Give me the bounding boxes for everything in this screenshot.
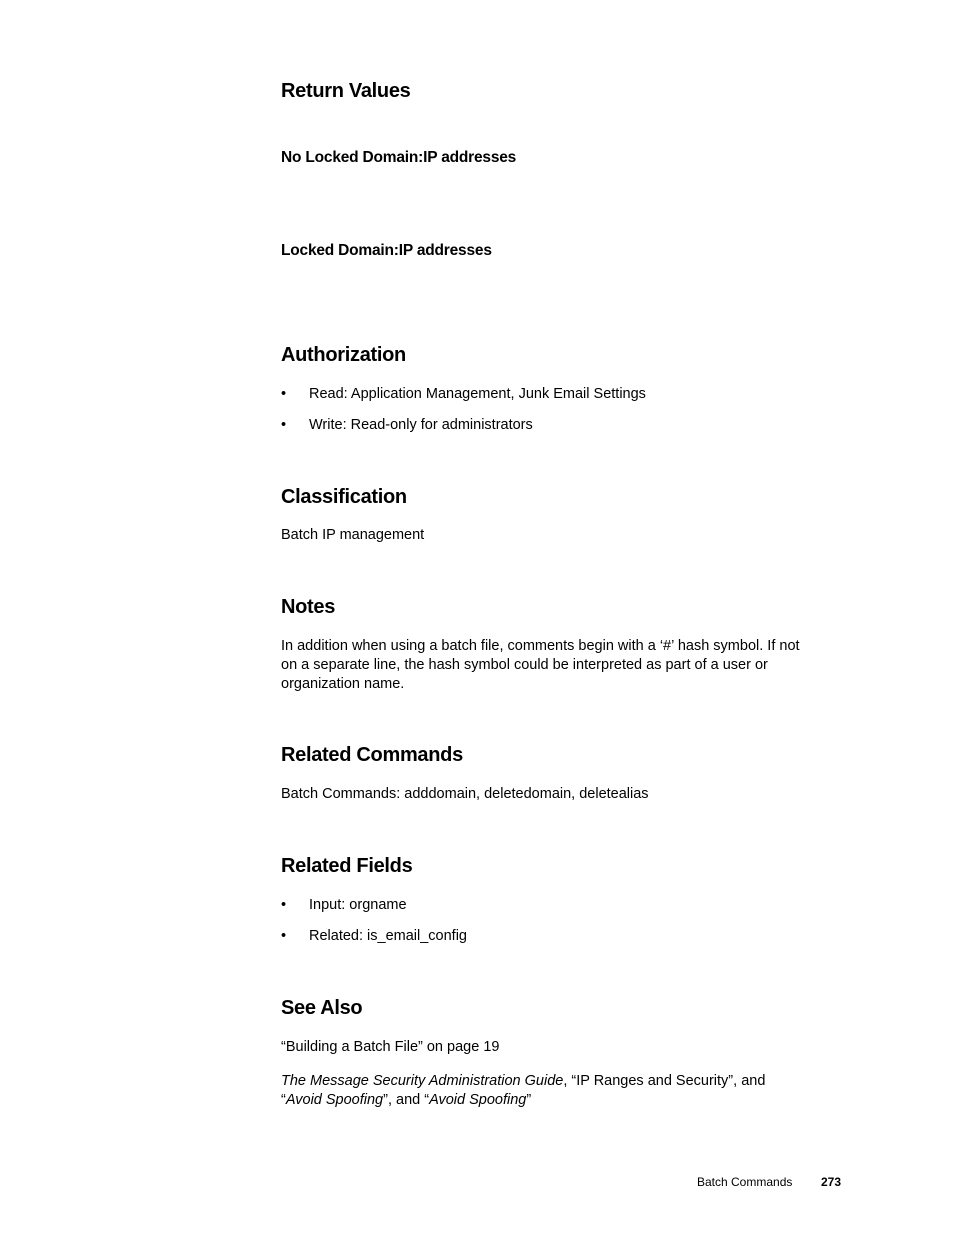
page-number: 273	[821, 1175, 842, 1189]
avoid-spoofing-title: Avoid Spoofing	[429, 1092, 527, 1108]
subheading-no-locked-domain-ip: No Locked Domain:IP addresses	[281, 149, 517, 166]
heading-related-fields: Related Fields	[281, 855, 413, 877]
related-fields-item	[281, 927, 841, 946]
related-fields-item	[281, 896, 841, 915]
bullet-icon: •	[281, 897, 287, 913]
bullet-icon: •	[281, 417, 287, 433]
classification-text: Batch IP management	[281, 527, 425, 543]
joiner-text: ”, and “	[383, 1092, 430, 1108]
close-quote: ”	[526, 1092, 532, 1108]
subheading-locked-domain-ip: Locked Domain:IP addresses	[281, 242, 492, 259]
see-also-reference-building-batch-file: “Building a Batch File” on page 19	[281, 1039, 500, 1055]
avoid-spoofing-title: Avoid Spoofing	[285, 1092, 384, 1108]
heading-notes: Notes	[281, 596, 336, 618]
notes-line: on a separate line, the hash symbol could be interpreted as part of a user or	[281, 657, 768, 673]
see-also-reference-admin-guide	[281, 1072, 765, 1091]
notes-line: In addition when using a batch file, comments begin with a ‘#’ hash symbol. If not	[281, 638, 800, 654]
authorization-item	[281, 416, 841, 435]
bullet-icon: •	[281, 386, 287, 402]
bullet-icon: •	[281, 928, 287, 944]
heading-classification: Classification	[281, 486, 407, 508]
open-quote: “	[281, 1092, 286, 1108]
guide-title: The Message Security Administration Guide	[281, 1073, 564, 1089]
related-commands-text: Batch Commands: adddomain, deletedomain, deletealias	[281, 786, 649, 802]
notes-line: organization name.	[281, 676, 405, 692]
heading-authorization: Authorization	[281, 344, 406, 366]
authorization-item-text: Read: Application Management, Junk Email Settings	[309, 386, 646, 402]
authorization-item-text: Write: Read-only for administrators	[309, 417, 533, 433]
guide-section-text: , “IP Ranges and Security”, and	[563, 1073, 766, 1089]
heading-related-commands: Related Commands	[281, 744, 463, 766]
see-also-reference-avoid-spoofing	[281, 1091, 531, 1110]
heading-return-values: Return Values	[281, 80, 411, 102]
related-fields-item-text: Related: is_email_config	[309, 928, 467, 944]
heading-see-also: See Also	[281, 997, 363, 1019]
related-fields-item-text: Input: orgname	[309, 897, 407, 913]
footer-section-title: Batch Commands	[697, 1175, 793, 1189]
authorization-item	[281, 385, 841, 404]
